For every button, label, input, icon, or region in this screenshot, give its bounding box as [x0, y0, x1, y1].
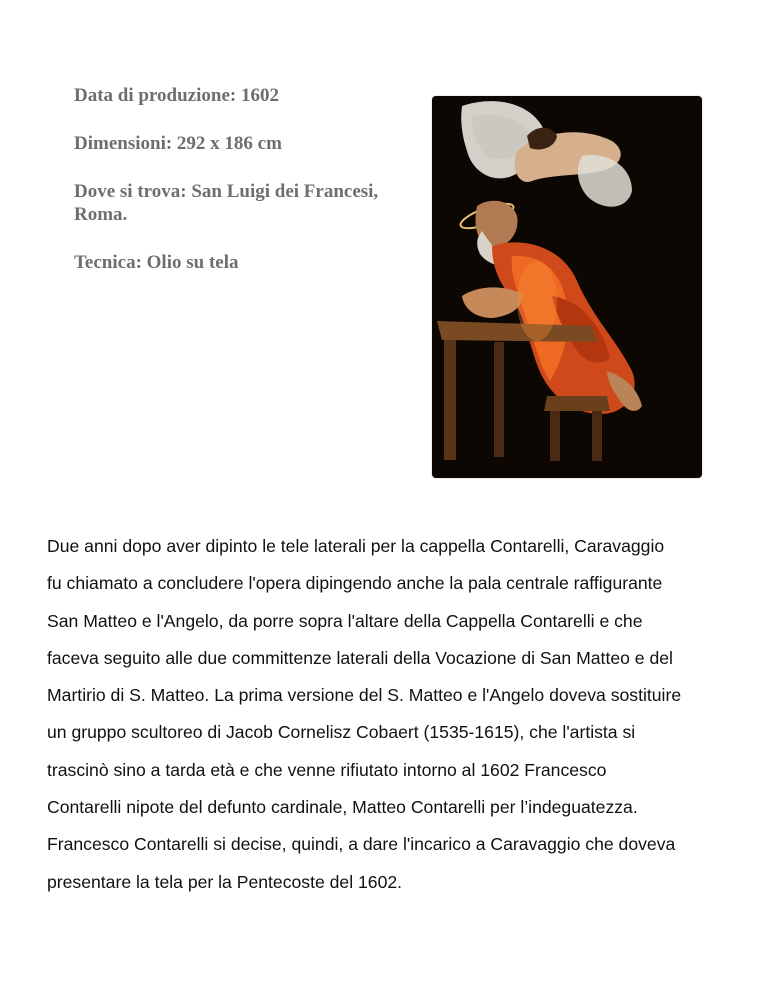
paragraph-line: trascinò sino a tarda età e che venne rifiutato intorno al 1602 Francesco	[47, 759, 607, 780]
dimensions: Dimensioni: 292 x 186 cm	[74, 133, 282, 154]
paragraph-line: presentare la tela per la Pentecoste del 1602.	[47, 871, 403, 892]
paragraph-line: faceva seguito alle due committenze laterali della Vocazione di San Matteo e del	[47, 647, 673, 668]
painting-illustration	[432, 96, 702, 478]
description-paragraph	[47, 528, 747, 901]
paragraph-line: fu chiamato a concludere l'opera dipingendo anche la pala centrale raffigurante	[47, 573, 663, 594]
location: Dove si trova: San Luigi dei Francesi, Roma.	[74, 181, 379, 225]
painting-image	[432, 96, 702, 478]
paragraph-line: Contarelli nipote del defunto cardinale, Matteo Contarelli per l’indeguatezza.	[47, 797, 638, 818]
paragraph-line: Due anni dopo aver dipinto le tele laterali per la cappella Contarelli, Caravaggio	[47, 536, 665, 556]
paragraph-line: Martirio di S. Matteo. La prima versione del S. Matteo e l'Angelo doveva sostituire	[47, 685, 682, 706]
artwork-metadata	[74, 84, 394, 299]
technique: Tecnica: Olio su tela	[74, 252, 239, 273]
paragraph-line: un gruppo scultoreo di Jacob Cornelisz Cobaert (1535-1615), che l'artista si	[47, 722, 636, 743]
production-date: Data di produzione: 1602	[74, 85, 279, 106]
paragraph-line: San Matteo e l'Angelo, da porre sopra l'altare della Cappella Contarelli e che	[47, 610, 643, 631]
paragraph-line: Francesco Contarelli si decise, quindi, a dare l'incarico a Caravaggio che doveva	[47, 834, 676, 855]
